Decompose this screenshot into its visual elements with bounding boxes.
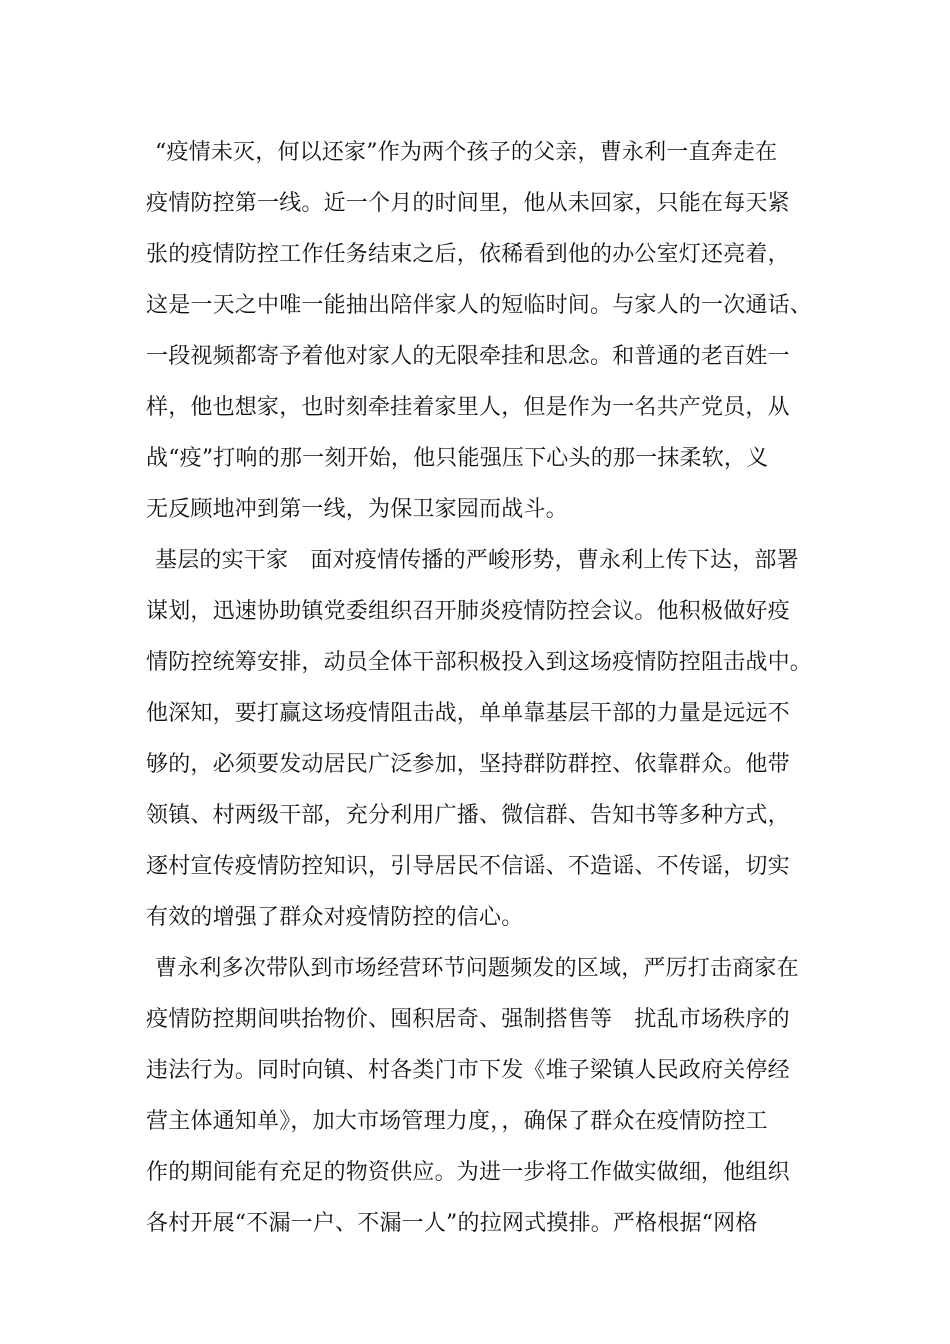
text-line: 这是一天之中唯一能抽出陪伴家人的短临时间。与家人的一次通话、	[146, 293, 813, 318]
text-line: 无反顾地冲到第一线，为保卫家园而战斗。	[146, 497, 568, 522]
text-line: 领镇、村两级干部，充分利用广播、微信群、告知书等多种方式，	[146, 803, 790, 828]
text-line: 基层的实干家 面对疫情传播的严峻形势，曹永利上传下达，部署	[155, 548, 799, 573]
text-line: 张的疫情防控工作任务结束之后，依稀看到他的办公室灯还亮着，	[146, 242, 790, 267]
text-line: 有效的增强了群众对疫情防控的信心。	[146, 905, 524, 930]
text-line: 营主体通知单》，加大市场管理力度，，确保了群众在疫情防控工	[146, 1109, 768, 1134]
text-line: 作的期间能有充足的物资供应。为进一步将工作做实做细，他组织	[146, 1160, 790, 1185]
text-line: 逐村宣传疫情防控知识，引导居民不信谣、不造谣、不传谣，切实	[146, 854, 790, 879]
text-line: 够的，必须要发动居民广泛参加，坚持群防群控、依靠群众。他带	[146, 752, 790, 777]
text-line: 他深知，要打赢这场疫情阻击战，单单靠基层干部的力量是远远不	[146, 701, 790, 726]
text-line: 各村开展“不漏一户、不漏一人”的拉网式摸排。严格根据“网格	[146, 1211, 758, 1236]
text-line: 曹永利多次带队到市场经营环节问题频发的区域，严厉打击商家在	[155, 956, 799, 981]
paragraph-2	[146, 541, 826, 949]
document-body	[146, 133, 826, 1255]
paragraph-1	[146, 133, 826, 541]
text-line: 违法行为。同时向镇、村各类门市下发《堆子梁镇人民政府关停经	[146, 1058, 790, 1083]
text-line: 谋划，迅速协助镇党委组织召开肺炎疫情防控会议。他积极做好疫	[146, 599, 790, 624]
text-line: “疫情未灭，何以还家”作为两个孩子的父亲，曹永利一直奔走在	[155, 140, 778, 165]
text-line: 疫情防控第一线。近一个月的时间里，他从未回家，只能在每天紧	[146, 191, 790, 216]
text-line: 情防控统筹安排，动员全体干部积极投入到这场疫情防控阻击战中。	[146, 650, 813, 675]
text-line: 一段视频都寄予着他对家人的无限牵挂和思念。和普通的老百姓一	[146, 344, 790, 369]
text-line: 疫情防控期间哄抬物价、囤积居奇、强制搭售等 扰乱市场秩序的	[146, 1007, 790, 1032]
text-line: 战“疫”打响的那一刻开始，他只能强压下心头的那一抹柔软，义	[146, 446, 769, 471]
paragraph-3	[146, 949, 826, 1255]
text-line: 样，他也想家，也时刻牵挂着家里人，但是作为一名共产党员，从	[146, 395, 790, 420]
